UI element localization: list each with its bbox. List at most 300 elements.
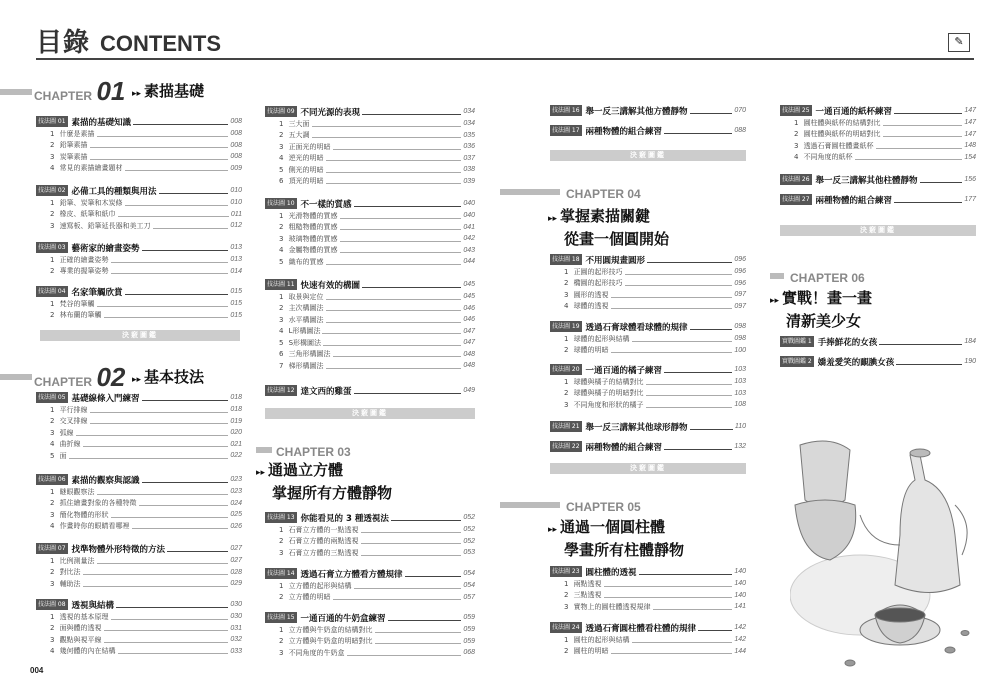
- toc-item[interactable]: [36, 578, 242, 590]
- toc-item[interactable]: [36, 151, 242, 163]
- toc-item[interactable]: [36, 140, 242, 152]
- item-number: 3: [279, 648, 284, 657]
- item-label: 常見的素描繪畫題材: [59, 164, 123, 173]
- toc-item[interactable]: [550, 301, 746, 313]
- toc-section[interactable]: [265, 384, 475, 397]
- leader-line: [142, 394, 229, 401]
- tips-bar-2[interactable]: 決竅圖鑑: [265, 408, 475, 419]
- toc-item[interactable]: [550, 345, 746, 357]
- section-header[interactable]: [36, 285, 242, 298]
- section-header[interactable]: [550, 621, 746, 634]
- toc-item[interactable]: [36, 486, 242, 498]
- item-label: 實物上的圓柱體透視規律: [573, 602, 651, 611]
- section-header[interactable]: [550, 420, 746, 433]
- section-page: 059: [463, 614, 475, 621]
- toc-item[interactable]: [550, 388, 746, 400]
- item-number: 5: [50, 451, 55, 460]
- item-number: 2: [279, 637, 284, 646]
- toc-section[interactable]: [550, 104, 746, 117]
- item-label: 正面光的明暗: [288, 142, 331, 151]
- leader-line: [896, 358, 962, 365]
- toc-section[interactable]: [36, 184, 242, 232]
- item-page: 059: [463, 626, 475, 634]
- toc-item[interactable]: [36, 310, 242, 322]
- leader-line: [326, 259, 462, 265]
- leader-line: [97, 558, 229, 564]
- section-header[interactable]: [36, 184, 242, 197]
- section-header[interactable]: [265, 197, 475, 210]
- toc-item[interactable]: [265, 153, 475, 165]
- toc-section[interactable]: [550, 565, 746, 613]
- leader-line: [83, 581, 229, 587]
- leader-line: [690, 107, 733, 114]
- item-label: 立方體的明暗: [288, 593, 331, 602]
- toc-item[interactable]: [36, 427, 242, 439]
- item-label: 立方體與牛奶盒的明暗對比: [288, 637, 373, 646]
- item-number: 1: [564, 635, 569, 644]
- section-title: 一通百通的紙杯練習: [815, 106, 893, 117]
- toc-item[interactable]: [265, 141, 475, 153]
- leader-line: [326, 317, 462, 323]
- item-page: 044: [463, 258, 475, 266]
- item-page: 057: [463, 593, 475, 601]
- item-label: 石膏立方體的一點透視: [288, 525, 359, 534]
- section-title: 素描的基礎知識: [71, 117, 132, 128]
- item-number: 2: [279, 537, 284, 546]
- leader-line: [375, 638, 462, 644]
- section-title: 嬌羞愛笑的靦腆女孩: [817, 357, 895, 368]
- leader-line: [361, 550, 462, 556]
- toc-item[interactable]: [550, 578, 746, 590]
- toc-item[interactable]: [265, 245, 475, 257]
- section-tag: 技法圖 03: [38, 244, 66, 251]
- toc-item[interactable]: [36, 266, 242, 278]
- section-title: 不一樣的質感: [300, 199, 352, 210]
- toc-item[interactable]: [36, 404, 242, 416]
- section-header[interactable]: [550, 440, 746, 453]
- toc-item[interactable]: [36, 163, 242, 175]
- item-number: 1: [564, 579, 569, 588]
- toc-section[interactable]: [36, 542, 242, 590]
- toc-item[interactable]: [265, 233, 475, 245]
- toc-item[interactable]: [550, 278, 746, 290]
- toc-item[interactable]: [550, 376, 746, 388]
- toc-item[interactable]: [265, 164, 475, 176]
- item-page: 054: [463, 582, 475, 590]
- section-tag: 技法圖 05: [38, 394, 66, 401]
- item-label: 橢圓的起形技巧: [573, 279, 623, 288]
- toc-item[interactable]: [36, 416, 242, 428]
- chapter-03-bar: [256, 447, 272, 453]
- toc-item[interactable]: [265, 118, 475, 130]
- toc-item[interactable]: [265, 636, 475, 648]
- leader-line: [646, 379, 733, 385]
- item-page: 026: [230, 522, 242, 530]
- toc-section[interactable]: [550, 320, 746, 356]
- item-number: 3: [50, 579, 55, 588]
- leader-line: [326, 363, 462, 369]
- item-number: 5: [279, 338, 284, 347]
- item-number: 3: [564, 400, 569, 409]
- section-page: 052: [463, 514, 475, 521]
- section-page: 177: [964, 196, 976, 203]
- toc-item[interactable]: [265, 524, 475, 536]
- toc-item[interactable]: [36, 298, 242, 310]
- toc-item[interactable]: [36, 498, 242, 510]
- item-label: 梯形構圖法: [288, 361, 324, 370]
- item-page: 043: [463, 246, 475, 254]
- item-label: 三點透視: [573, 591, 602, 600]
- toc-section[interactable]: [780, 193, 976, 206]
- toc-section[interactable]: [36, 598, 242, 657]
- item-page: 019: [230, 417, 242, 425]
- toc-item[interactable]: [550, 266, 746, 278]
- section-tag: 技法圖 18: [552, 256, 580, 263]
- section-header[interactable]: [780, 335, 976, 348]
- item-number: 4: [50, 522, 55, 531]
- item-label: 平行排線: [59, 405, 88, 414]
- item-page: 097: [734, 302, 746, 310]
- section-page: 023: [230, 476, 242, 483]
- toc-section[interactable]: [780, 335, 976, 348]
- section-tag: 實戰圖鑑 1: [782, 338, 812, 345]
- toc-item[interactable]: [36, 567, 242, 579]
- item-label: 圓柱的明暗: [573, 647, 609, 656]
- toc-item[interactable]: [265, 210, 475, 222]
- title-zh: 目錄: [36, 28, 91, 58]
- tips-bar-4[interactable]: 決竅圖鑑: [550, 463, 746, 474]
- leader-line: [326, 155, 462, 161]
- toc-item[interactable]: [550, 289, 746, 301]
- item-page: 008: [230, 153, 242, 161]
- item-label: 圓柱體與紙杯的結構對比: [803, 118, 881, 127]
- item-number: 2: [279, 223, 284, 232]
- section-header[interactable]: [550, 253, 746, 266]
- item-label: L形構圖法: [288, 327, 321, 336]
- item-label: 橡皮、紙筆和紙巾: [59, 210, 116, 219]
- toc-item[interactable]: [36, 555, 242, 567]
- item-label: 織布的質感: [288, 257, 324, 266]
- toc-section[interactable]: [265, 105, 475, 187]
- toc-item[interactable]: [36, 197, 242, 209]
- section-tag: 技法圖 16: [552, 107, 580, 114]
- item-page: 033: [230, 647, 242, 655]
- item-page: 027: [230, 557, 242, 565]
- chapter-01-bar: [0, 89, 32, 95]
- leader-line: [167, 545, 228, 552]
- chapter-02-title: ▸▸ 基本技法: [132, 368, 205, 386]
- item-label: 五大調: [288, 131, 310, 140]
- leader-line: [90, 407, 229, 413]
- leader-line: [326, 294, 462, 300]
- pencil-icon: ✎: [948, 33, 970, 52]
- section-page: 184: [964, 338, 976, 345]
- item-page: 031: [230, 624, 242, 632]
- toc-section[interactable]: [265, 197, 475, 268]
- toc-item[interactable]: [265, 303, 475, 315]
- toc-item[interactable]: [265, 326, 475, 338]
- leader-line: [855, 154, 963, 160]
- section-header[interactable]: [265, 384, 475, 397]
- leader-line: [322, 328, 461, 334]
- section-page: 034: [463, 108, 475, 115]
- item-page: 108: [734, 401, 746, 409]
- toc-item[interactable]: [265, 624, 475, 636]
- item-page: 141: [734, 603, 746, 611]
- toc-item[interactable]: [780, 117, 976, 129]
- item-page: 037: [463, 154, 475, 162]
- coffee-set-illustration: [790, 395, 980, 685]
- item-number: 2: [564, 346, 569, 355]
- leader-line: [111, 268, 229, 274]
- toc-section[interactable]: [780, 173, 976, 186]
- toc-section[interactable]: [36, 473, 242, 532]
- item-page: 010: [230, 199, 242, 207]
- section-title: 名家筆觸欣賞: [71, 287, 123, 298]
- item-label: 三大面: [288, 119, 310, 128]
- item-number: 1: [564, 334, 569, 343]
- item-page: 148: [964, 142, 976, 150]
- toc-item[interactable]: [36, 439, 242, 451]
- section-header[interactable]: [265, 278, 475, 291]
- leader-line: [111, 512, 229, 518]
- item-page: 015: [230, 311, 242, 319]
- section-header[interactable]: [550, 320, 746, 333]
- section-header[interactable]: [36, 542, 242, 555]
- item-number: 2: [564, 647, 569, 656]
- toc-item[interactable]: [265, 314, 475, 326]
- toc-section[interactable]: [36, 241, 242, 277]
- toc-item[interactable]: [265, 360, 475, 372]
- leader-line: [312, 132, 462, 138]
- toc-item[interactable]: [36, 220, 242, 232]
- toc-item[interactable]: [780, 152, 976, 164]
- toc-item[interactable]: [36, 646, 242, 658]
- leader-line: [362, 108, 461, 115]
- section-tag: 技法圖 10: [267, 200, 295, 207]
- item-number: 3: [50, 428, 55, 437]
- leader-line: [604, 581, 733, 587]
- item-label: 主次構圖法: [288, 304, 324, 313]
- toc-section[interactable]: [550, 253, 746, 312]
- section-tag: 技法圖 21: [552, 423, 580, 430]
- section-tag: 技法圖 23: [552, 568, 580, 575]
- item-page: 096: [734, 279, 746, 287]
- leader-line: [83, 441, 229, 447]
- section-page: 103: [734, 366, 746, 373]
- section-header[interactable]: [265, 105, 475, 118]
- section-header[interactable]: [36, 115, 242, 128]
- section-header[interactable]: [780, 193, 976, 206]
- toc-item[interactable]: [265, 130, 475, 142]
- section-header[interactable]: [780, 104, 976, 117]
- item-page: 048: [463, 350, 475, 358]
- section-title: 達文西的雞蛋: [300, 386, 352, 397]
- section-header[interactable]: [780, 355, 976, 368]
- item-label: 光滑物體的質感: [288, 211, 338, 220]
- toc-item[interactable]: [550, 601, 746, 613]
- tips-bar-3[interactable]: 決竅圖鑑: [550, 150, 746, 161]
- section-header[interactable]: [265, 567, 475, 580]
- section-tag: 技法圖 20: [552, 366, 580, 373]
- item-number: 3: [50, 635, 55, 644]
- toc-item[interactable]: [36, 623, 242, 635]
- tips-bar-5[interactable]: 決竅圖鑑: [780, 225, 976, 236]
- toc-item[interactable]: [550, 333, 746, 345]
- toc-section[interactable]: [550, 420, 746, 433]
- item-page: 034: [463, 120, 475, 128]
- leader-line: [388, 614, 462, 621]
- toc-section[interactable]: [265, 278, 475, 372]
- leader-line: [632, 336, 733, 342]
- item-number: 6: [279, 350, 284, 359]
- toc-section[interactable]: [36, 391, 242, 462]
- toc-section[interactable]: [265, 567, 475, 603]
- item-number: 3: [50, 510, 55, 519]
- item-number: 2: [564, 279, 569, 288]
- section-title: 不用圓規畫圓形: [585, 255, 646, 266]
- leader-line: [690, 323, 733, 330]
- chapter-06-bar: [770, 273, 784, 279]
- toc-section[interactable]: [550, 363, 746, 411]
- item-number: 5: [279, 257, 284, 266]
- toc-item[interactable]: [36, 509, 242, 521]
- item-number: 3: [564, 290, 569, 299]
- toc-item[interactable]: [265, 337, 475, 349]
- item-page: 040: [463, 212, 475, 220]
- section-title: 藝術家的繪畫姿勢: [71, 243, 140, 254]
- section-header[interactable]: [36, 241, 242, 254]
- item-page: 068: [463, 649, 475, 657]
- section-page: 140: [734, 568, 746, 575]
- toc-item[interactable]: [265, 536, 475, 548]
- item-number: 2: [50, 417, 55, 426]
- item-number: 1: [794, 118, 799, 127]
- section-title: 找準物體外形特徵的方法: [71, 544, 166, 555]
- toc-item[interactable]: [265, 547, 475, 559]
- leader-line: [625, 269, 733, 275]
- item-number: 2: [50, 210, 55, 219]
- leader-line: [876, 143, 963, 149]
- leader-line: [354, 387, 462, 394]
- leader-line: [90, 418, 229, 424]
- item-page: 036: [463, 143, 475, 151]
- toc-item[interactable]: [265, 592, 475, 604]
- item-number: 2: [50, 311, 55, 320]
- item-number: 3: [279, 315, 284, 324]
- leader-line: [340, 213, 462, 219]
- leader-line: [646, 390, 733, 396]
- chapter-01-label: CHAPTER 01: [34, 76, 126, 106]
- toc-section[interactable]: [780, 355, 976, 368]
- toc-item[interactable]: [265, 580, 475, 592]
- toc-section[interactable]: [550, 440, 746, 453]
- toc-section[interactable]: [550, 124, 746, 137]
- item-number: 1: [50, 255, 55, 264]
- item-page: 046: [463, 304, 475, 312]
- toc-section[interactable]: [550, 621, 746, 657]
- toc-item[interactable]: [550, 590, 746, 602]
- section-header[interactable]: [265, 511, 475, 524]
- section-header[interactable]: [550, 124, 746, 137]
- toc-item[interactable]: [550, 399, 746, 411]
- section-tag: 技法圖 22: [552, 443, 580, 450]
- toc-item[interactable]: [265, 349, 475, 361]
- item-label: 專業的握筆姿勢: [59, 267, 109, 276]
- item-page: 012: [230, 222, 242, 230]
- section-page: 015: [230, 288, 242, 295]
- toc-item[interactable]: [36, 634, 242, 646]
- section-header[interactable]: [36, 391, 242, 404]
- section-header[interactable]: [36, 598, 242, 611]
- section-header[interactable]: [550, 104, 746, 117]
- section-tag: 技法圖 17: [552, 127, 580, 134]
- section-header[interactable]: [265, 611, 475, 624]
- section-page: 054: [463, 570, 475, 577]
- toc-item[interactable]: [265, 291, 475, 303]
- item-page: 052: [463, 526, 475, 534]
- item-label: 輔助法: [59, 579, 81, 588]
- toc-item[interactable]: [550, 646, 746, 658]
- toc-section[interactable]: [265, 611, 475, 659]
- toc-item[interactable]: [36, 254, 242, 266]
- toc-section[interactable]: [265, 511, 475, 559]
- item-number: 1: [50, 612, 55, 621]
- section-title: 兩種物體的組合練習: [585, 126, 663, 137]
- section-header[interactable]: [780, 173, 976, 186]
- tips-bar-1[interactable]: 決竅圖鑑: [40, 330, 240, 341]
- item-label: 透過石膏圓柱體畫紙杯: [803, 141, 874, 150]
- item-number: 4: [50, 164, 55, 173]
- section-title: 一通百通的橘子練習: [585, 365, 663, 376]
- toc-item[interactable]: [780, 140, 976, 152]
- toc-item[interactable]: [36, 128, 242, 140]
- item-number: 7: [279, 361, 284, 370]
- toc-item[interactable]: [36, 611, 242, 623]
- toc-item[interactable]: [36, 450, 242, 462]
- toc-item[interactable]: [550, 634, 746, 646]
- toc-section[interactable]: [36, 285, 242, 321]
- section-header[interactable]: [550, 363, 746, 376]
- toc-section[interactable]: [780, 104, 976, 163]
- toc-section[interactable]: [36, 115, 242, 174]
- toc-item[interactable]: [265, 256, 475, 268]
- toc-item[interactable]: [265, 222, 475, 234]
- section-title: 基礎線條入門練習: [71, 393, 140, 404]
- toc-item[interactable]: [780, 129, 976, 141]
- item-number: 3: [279, 234, 284, 243]
- item-page: 103: [734, 389, 746, 397]
- section-title: 你能看見的 3 種透視法: [300, 513, 389, 524]
- item-page: 020: [230, 429, 242, 437]
- toc-item[interactable]: [36, 209, 242, 221]
- leader-line: [116, 601, 228, 608]
- section-title: 必備工具的種類與用法: [71, 186, 157, 197]
- item-page: 142: [734, 636, 746, 644]
- leader-line: [883, 131, 963, 137]
- item-page: 140: [734, 580, 746, 588]
- item-label: 球體的起形與結構: [573, 334, 630, 343]
- section-title: 不同光源的表現: [300, 107, 361, 118]
- item-label: 側光的明暗: [288, 165, 324, 174]
- section-header[interactable]: [36, 473, 242, 486]
- toc-item[interactable]: [36, 521, 242, 533]
- toc-item[interactable]: [265, 176, 475, 188]
- item-label: 透視的基本原理: [59, 612, 109, 621]
- toc-item[interactable]: [265, 647, 475, 659]
- leader-line: [340, 224, 462, 230]
- section-header[interactable]: [550, 565, 746, 578]
